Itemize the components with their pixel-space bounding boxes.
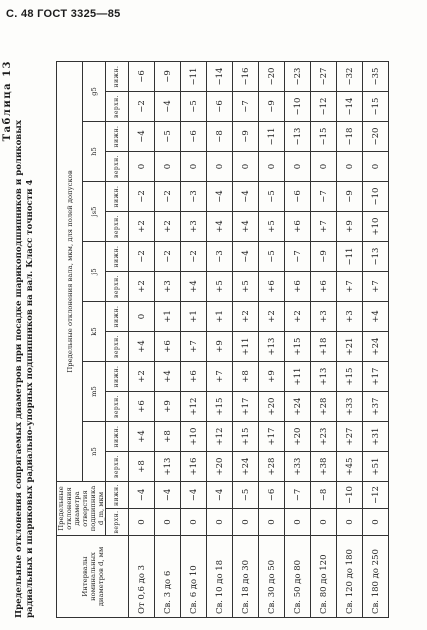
- shaft-deviation-cell: 0: [181, 152, 207, 182]
- shaft-deviation-cell: +7: [363, 272, 389, 302]
- shaft-deviation-cell: +7: [207, 362, 233, 392]
- interval-cell: Св. 10 до 18: [207, 536, 233, 618]
- col-header-shaft: Предельные отклонения вала, мкм, для полей допусков: [57, 62, 83, 482]
- shaft-deviation-cell: +28: [311, 392, 337, 422]
- shaft-deviation-cell: −9: [311, 242, 337, 272]
- upper-deviation-header: верхн.: [106, 392, 129, 422]
- shaft-deviation-cell: +9: [337, 212, 363, 242]
- shaft-deviation-cell: −2: [129, 242, 155, 272]
- shaft-deviation-cell: +6: [181, 362, 207, 392]
- shaft-deviation-cell: −12: [311, 92, 337, 122]
- shaft-deviation-cell: +11: [285, 362, 311, 392]
- shaft-deviation-cell: +24: [285, 392, 311, 422]
- shaft-deviation-cell: +7: [311, 212, 337, 242]
- shaft-deviation-cell: +4: [181, 272, 207, 302]
- shaft-deviation-cell: +5: [233, 272, 259, 302]
- shaft-deviation-cell: +6: [285, 272, 311, 302]
- shaft-deviation-cell: +4: [207, 212, 233, 242]
- shaft-deviation-cell: −11: [259, 122, 285, 152]
- shaft-deviation-cell: +2: [285, 302, 311, 332]
- shaft-deviation-cell: −11: [337, 242, 363, 272]
- table-row: [337, 62, 363, 618]
- lower-deviation-header: нижн.: [106, 422, 129, 452]
- lower-deviation-header: нижн.: [106, 362, 129, 392]
- shaft-deviation-cell: −4: [129, 122, 155, 152]
- shaft-deviation-cell: +33: [337, 392, 363, 422]
- shaft-deviation-cell: +37: [363, 392, 389, 422]
- field-header-m5: m5: [83, 362, 106, 422]
- shaft-deviation-cell: +12: [181, 392, 207, 422]
- shaft-deviation-cell: −7: [311, 182, 337, 212]
- shaft-deviation-cell: −20: [363, 122, 389, 152]
- shaft-deviation-cell: −6: [129, 62, 155, 92]
- shaft-deviation-cell: 0: [259, 152, 285, 182]
- shaft-deviation-cell: +15: [337, 362, 363, 392]
- shaft-deviation-cell: +4: [363, 302, 389, 332]
- shaft-deviation-cell: −6: [207, 92, 233, 122]
- field-header-js5: js5: [83, 182, 106, 242]
- bearing-deviation-cell: −7: [285, 482, 311, 509]
- upper-deviation-header: верхн.: [106, 272, 129, 302]
- shaft-deviation-cell: −4: [155, 92, 181, 122]
- shaft-deviation-cell: +27: [337, 422, 363, 452]
- shaft-deviation-cell: +20: [285, 422, 311, 452]
- shaft-deviation-cell: +10: [363, 212, 389, 242]
- shaft-deviation-cell: −10: [285, 92, 311, 122]
- shaft-deviation-cell: +23: [311, 422, 337, 452]
- shaft-deviation-cell: −23: [285, 62, 311, 92]
- shaft-deviation-cell: +33: [285, 452, 311, 482]
- shaft-deviation-cell: −13: [363, 242, 389, 272]
- bearing-deviation-cell: −10: [337, 482, 363, 509]
- table-row: [285, 62, 311, 618]
- shaft-deviation-cell: +24: [363, 332, 389, 362]
- shaft-deviation-cell: +45: [337, 452, 363, 482]
- shaft-deviation-cell: +1: [207, 302, 233, 332]
- interval-cell: Св. 180 до 250: [363, 536, 389, 618]
- interval-cell: От 0,6 до 3: [129, 536, 155, 618]
- shaft-deviation-cell: +10: [181, 422, 207, 452]
- interval-cell: Св. 120 до 180: [337, 536, 363, 618]
- shaft-deviation-cell: +4: [155, 362, 181, 392]
- table-row: [207, 62, 233, 618]
- shaft-deviation-cell: +7: [181, 332, 207, 362]
- shaft-deviation-cell: +13: [155, 452, 181, 482]
- shaft-deviation-cell: −9: [155, 62, 181, 92]
- shaft-deviation-cell: −32: [337, 62, 363, 92]
- bearing-deviation-cell: 0: [259, 509, 285, 536]
- shaft-deviation-cell: +15: [285, 332, 311, 362]
- bearing-deviation-cell: 0: [311, 509, 337, 536]
- shaft-deviation-cell: +8: [233, 362, 259, 392]
- shaft-deviation-cell: +12: [207, 422, 233, 452]
- shaft-deviation-cell: +20: [207, 452, 233, 482]
- shaft-deviation-cell: +2: [129, 362, 155, 392]
- shaft-deviation-cell: −9: [233, 122, 259, 152]
- shaft-deviation-cell: 0: [129, 152, 155, 182]
- shaft-deviation-cell: −5: [155, 122, 181, 152]
- bearing-deviation-cell: −4: [129, 482, 155, 509]
- upper-deviation-header: верхн.: [106, 452, 129, 482]
- shaft-deviation-cell: −5: [181, 92, 207, 122]
- shaft-deviation-cell: −14: [337, 92, 363, 122]
- shaft-deviation-cell: −10: [363, 182, 389, 212]
- shaft-deviation-cell: −35: [363, 62, 389, 92]
- table-title: Предельные отклонения сопрягаемых диаметров при посадке шарикоподшипников и роликовых радиальных и шариковых радиально-упорных подшипников на вал. Класс точности 4: [14, 119, 35, 618]
- shaft-deviation-cell: +17: [363, 362, 389, 392]
- lower-deviation-header: нижн.: [106, 182, 129, 212]
- field-header-k5: k5: [83, 302, 106, 362]
- header-row-sub: [106, 62, 129, 618]
- upper-deviation-header: верхн.: [106, 92, 129, 122]
- field-header-h5: h5: [83, 122, 106, 182]
- shaft-deviation-cell: −2: [155, 242, 181, 272]
- shaft-deviation-cell: −15: [311, 122, 337, 152]
- shaft-deviation-cell: +1: [155, 302, 181, 332]
- bearing-deviation-cell: −8: [311, 482, 337, 509]
- shaft-deviation-cell: +13: [311, 362, 337, 392]
- shaft-deviation-cell: +28: [259, 452, 285, 482]
- shaft-deviation-cell: −3: [181, 182, 207, 212]
- shaft-deviation-cell: +3: [311, 302, 337, 332]
- lower-deviation-header: нижн.: [106, 482, 129, 509]
- interval-cell: Св. 18 до 30: [233, 536, 259, 618]
- shaft-deviation-cell: −20: [259, 62, 285, 92]
- bearing-deviation-cell: −4: [207, 482, 233, 509]
- upper-deviation-header: верхн.: [106, 332, 129, 362]
- shaft-deviation-cell: 0: [311, 152, 337, 182]
- shaft-deviation-cell: 0: [129, 302, 155, 332]
- shaft-deviation-cell: +24: [233, 452, 259, 482]
- bearing-deviation-cell: −5: [233, 482, 259, 509]
- interval-cell: Св. 30 до 50: [259, 536, 285, 618]
- shaft-deviation-cell: −13: [285, 122, 311, 152]
- shaft-deviation-cell: +2: [259, 302, 285, 332]
- lower-deviation-header: нижн.: [106, 122, 129, 152]
- bearing-deviation-cell: 0: [129, 509, 155, 536]
- table-row: [155, 62, 181, 618]
- table-body: [129, 62, 389, 618]
- shaft-deviation-cell: 0: [363, 152, 389, 182]
- shaft-deviation-cell: +4: [233, 212, 259, 242]
- field-header-j5: j5: [83, 242, 106, 302]
- shaft-deviation-cell: −2: [129, 92, 155, 122]
- shaft-deviation-cell: +20: [259, 392, 285, 422]
- shaft-deviation-cell: +1: [181, 302, 207, 332]
- table-row: [259, 62, 285, 618]
- interval-cell: Св. 80 до 120: [311, 536, 337, 618]
- shaft-deviation-cell: −7: [285, 242, 311, 272]
- table-row: [181, 62, 207, 618]
- bearing-deviation-cell: 0: [207, 509, 233, 536]
- upper-deviation-header: верхн.: [106, 212, 129, 242]
- shaft-deviation-cell: −27: [311, 62, 337, 92]
- bearing-deviation-cell: 0: [285, 509, 311, 536]
- field-header-n5: n5: [83, 422, 106, 482]
- shaft-deviation-cell: −2: [155, 182, 181, 212]
- lower-deviation-header: нижн.: [106, 62, 129, 92]
- shaft-deviation-cell: −4: [207, 182, 233, 212]
- col-header-bearing: Предельные отклонения диаметра отверстия подшипника d_m, мкм: [57, 482, 106, 536]
- tolerance-table: [56, 61, 389, 618]
- shaft-deviation-cell: +15: [233, 422, 259, 452]
- table-row: [129, 62, 155, 618]
- shaft-deviation-cell: +38: [311, 452, 337, 482]
- shaft-deviation-cell: +4: [129, 332, 155, 362]
- shaft-deviation-cell: −7: [233, 92, 259, 122]
- field-header-g5: g5: [83, 62, 106, 122]
- shaft-deviation-cell: −3: [207, 242, 233, 272]
- table-title-block: [2, 58, 52, 618]
- table-row: [233, 62, 259, 618]
- shaft-deviation-cell: +31: [363, 422, 389, 452]
- shaft-deviation-cell: 0: [233, 152, 259, 182]
- shaft-deviation-cell: −2: [129, 182, 155, 212]
- shaft-deviation-cell: +9: [155, 392, 181, 422]
- shaft-deviation-cell: +5: [259, 212, 285, 242]
- shaft-deviation-cell: +16: [181, 452, 207, 482]
- shaft-deviation-cell: +15: [207, 392, 233, 422]
- bearing-deviation-cell: −6: [259, 482, 285, 509]
- bearing-deviation-cell: −12: [363, 482, 389, 509]
- shaft-deviation-cell: −4: [233, 242, 259, 272]
- table-label: Таблица 13: [2, 60, 13, 142]
- shaft-deviation-cell: +6: [311, 272, 337, 302]
- shaft-deviation-cell: −14: [207, 62, 233, 92]
- bearing-deviation-cell: −4: [181, 482, 207, 509]
- shaft-deviation-cell: +2: [155, 212, 181, 242]
- shaft-deviation-cell: −9: [337, 182, 363, 212]
- shaft-deviation-cell: +6: [285, 212, 311, 242]
- interval-cell: Св. 50 до 80: [285, 536, 311, 618]
- col-header-interval: Интервалы номинальных диаметров d, мм: [57, 536, 129, 618]
- shaft-deviation-cell: −4: [233, 182, 259, 212]
- bearing-deviation-cell: 0: [233, 509, 259, 536]
- bearing-deviation-cell: 0: [155, 509, 181, 536]
- shaft-deviation-cell: 0: [285, 152, 311, 182]
- lower-deviation-header: нижн.: [106, 302, 129, 332]
- shaft-deviation-cell: +5: [207, 272, 233, 302]
- bearing-deviation-cell: 0: [363, 509, 389, 536]
- shaft-deviation-cell: +3: [337, 302, 363, 332]
- shaft-deviation-cell: +17: [259, 422, 285, 452]
- shaft-deviation-cell: +2: [129, 212, 155, 242]
- shaft-deviation-cell: −11: [181, 62, 207, 92]
- rotated-page-body: [2, 58, 420, 618]
- shaft-deviation-cell: −8: [207, 122, 233, 152]
- bearing-deviation-cell: 0: [337, 509, 363, 536]
- bearing-deviation-cell: 0: [181, 509, 207, 536]
- shaft-deviation-cell: +4: [129, 422, 155, 452]
- shaft-deviation-cell: +3: [181, 212, 207, 242]
- shaft-deviation-cell: −18: [337, 122, 363, 152]
- shaft-deviation-cell: +6: [259, 272, 285, 302]
- page-header: С. 48 ГОСТ 3325—85: [6, 8, 121, 20]
- interval-cell: Св. 3 до 6: [155, 536, 181, 618]
- interval-cell: Св. 6 до 10: [181, 536, 207, 618]
- shaft-deviation-cell: +3: [155, 272, 181, 302]
- lower-deviation-header: нижн.: [106, 242, 129, 272]
- shaft-deviation-cell: +18: [311, 332, 337, 362]
- shaft-deviation-cell: +8: [129, 452, 155, 482]
- table-row: [311, 62, 337, 618]
- upper-deviation-header: верхн.: [106, 509, 129, 536]
- shaft-deviation-cell: +17: [233, 392, 259, 422]
- shaft-deviation-cell: +7: [337, 272, 363, 302]
- shaft-deviation-cell: −6: [285, 182, 311, 212]
- table-row: [363, 62, 389, 618]
- shaft-deviation-cell: −15: [363, 92, 389, 122]
- shaft-deviation-cell: −2: [181, 242, 207, 272]
- shaft-deviation-cell: −5: [259, 242, 285, 272]
- bearing-deviation-cell: −4: [155, 482, 181, 509]
- upper-deviation-header: верхн.: [106, 152, 129, 182]
- shaft-deviation-cell: +9: [259, 362, 285, 392]
- shaft-deviation-cell: +9: [207, 332, 233, 362]
- shaft-deviation-cell: +21: [337, 332, 363, 362]
- shaft-deviation-cell: +51: [363, 452, 389, 482]
- shaft-deviation-cell: −5: [259, 182, 285, 212]
- shaft-deviation-cell: −16: [233, 62, 259, 92]
- header-row-1: [57, 62, 83, 618]
- shaft-deviation-cell: +8: [155, 422, 181, 452]
- shaft-deviation-cell: +2: [129, 272, 155, 302]
- shaft-deviation-cell: +2: [233, 302, 259, 332]
- shaft-deviation-cell: 0: [155, 152, 181, 182]
- shaft-deviation-cell: +6: [129, 392, 155, 422]
- shaft-deviation-cell: −9: [259, 92, 285, 122]
- shaft-deviation-cell: +6: [155, 332, 181, 362]
- shaft-deviation-cell: 0: [337, 152, 363, 182]
- shaft-deviation-cell: +13: [259, 332, 285, 362]
- shaft-deviation-cell: +11: [233, 332, 259, 362]
- shaft-deviation-cell: −6: [181, 122, 207, 152]
- shaft-deviation-cell: 0: [207, 152, 233, 182]
